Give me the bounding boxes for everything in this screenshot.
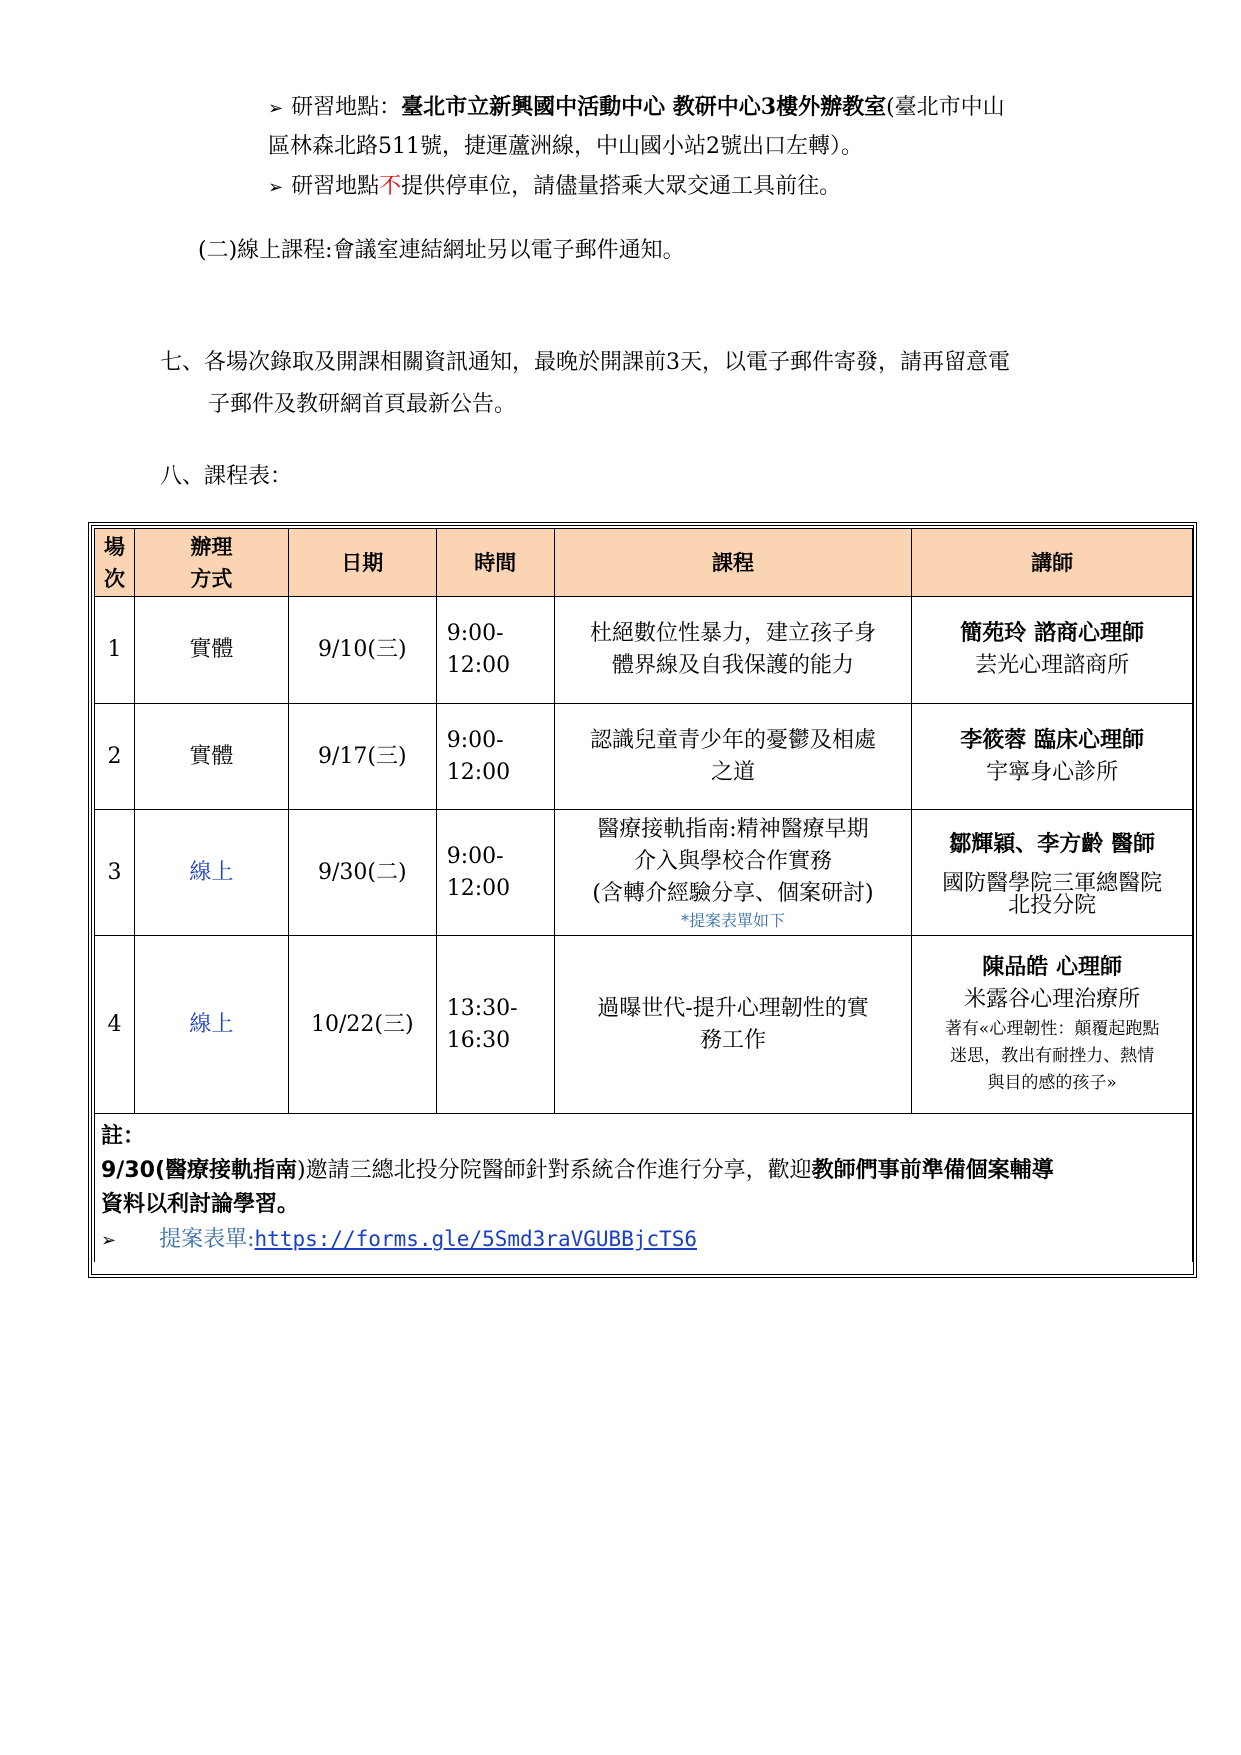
session-course: 杜絕數位性暴力，建立孩子身 體界線及自我保護的能力 bbox=[554, 597, 912, 704]
arrow-bullet-icon: ➢ bbox=[101, 1230, 117, 1251]
location-venue: 臺北市立新興國中活動中心 教研中心3樓外辦教室 bbox=[401, 94, 887, 120]
location-label: 研習地點： bbox=[291, 95, 402, 120]
note-label: 註： bbox=[101, 1124, 146, 1149]
location-line-2: 區林森北路511號，捷運蘆洲線，中山國小站2號出口左轉）。 bbox=[268, 134, 863, 159]
session-number: 2 bbox=[95, 704, 135, 810]
session-time: 9:00- 12:00 bbox=[436, 810, 554, 936]
proposal-form-link[interactable]: https://forms.gle/5Smd3raVGUBBjcTS6 bbox=[254, 1227, 698, 1251]
arrow-bullet-icon: ➢ bbox=[268, 177, 284, 198]
session-lecturer: 李筱蓉 臨床心理師 宇寧身心診所 bbox=[912, 704, 1193, 810]
session-course: 認識兒童青少年的憂鬱及相處 之道 bbox=[554, 704, 912, 810]
header-mode: 辦理 方式 bbox=[134, 529, 288, 597]
session-mode: 實體 bbox=[134, 704, 288, 810]
session-number: 3 bbox=[95, 810, 135, 936]
parking-suffix: 提供停車位，請儘量搭乘大眾交通工具前往。 bbox=[401, 174, 842, 199]
header-lecturer: 講師 bbox=[912, 529, 1193, 597]
table-note bbox=[95, 1114, 1193, 1263]
course-schedule-table bbox=[88, 522, 1197, 1278]
table-row bbox=[95, 704, 1193, 810]
session-lecturer: 陳品皓 心理師 米露谷心理治療所 著有«心理韌性：顛覆起跑點 迷思，教出有耐挫力、熱情 與目的感的孩子» bbox=[912, 936, 1193, 1114]
session-course: 醫療接軌指南:精神醫療早期 介入與學校合作實務 (含轉介經驗分享、個案研討) *提案表單如下 bbox=[554, 810, 912, 936]
section8-title: 八、課程表： bbox=[160, 464, 293, 489]
section7-line-1: 七、各場次錄取及開課相關資訊通知，最晚於開課前3天，以電子郵件寄發，請再留意電 bbox=[160, 350, 1010, 375]
session-mode: 線上 bbox=[134, 810, 288, 936]
proposal-form-label: 提案表單: bbox=[159, 1227, 255, 1252]
section7-line-2: 子郵件及教研網首頁最新公告。 bbox=[208, 392, 517, 417]
online-course-notice: (二)線上課程:會議室連結網址另以電子郵件通知。 bbox=[198, 238, 685, 263]
session-time: 9:00- 12:00 bbox=[436, 597, 554, 704]
session-course: 過曝世代-提升心理韌性的實 務工作 bbox=[554, 936, 912, 1114]
session-date: 9/17(三) bbox=[288, 704, 436, 810]
parking-emphasis: 不 bbox=[379, 174, 402, 199]
session-time: 13:30- 16:30 bbox=[436, 936, 554, 1114]
table-row bbox=[95, 936, 1193, 1114]
parking-notice bbox=[268, 172, 841, 203]
table-row bbox=[95, 597, 1193, 704]
session-lecturer: 簡苑玲 諮商心理師 芸光心理諮商所 bbox=[912, 597, 1193, 704]
location-line-1 bbox=[268, 92, 1005, 124]
note-line-1: 9/30(醫療接軌指南)邀請三總北投分院醫師針對系統合作進行分享，歡迎教師們事前準備個案輔導 bbox=[101, 1158, 1054, 1183]
proposal-form-note: *提案表單如下 bbox=[680, 910, 785, 930]
lecturer-book: 著有«心理韌性：顛覆起跑點 bbox=[944, 1019, 1160, 1039]
session-date: 10/22(三) bbox=[288, 936, 436, 1114]
session-date: 9/10(三) bbox=[288, 597, 436, 704]
session-date: 9/30(二) bbox=[288, 810, 436, 936]
header-session: 場 次 bbox=[95, 529, 135, 597]
header-date: 日期 bbox=[288, 529, 436, 597]
session-mode: 線上 bbox=[134, 936, 288, 1114]
session-lecturer: 鄒輝穎、李方齡 醫師 國防醫學院三軍總醫院 北投分院 bbox=[912, 810, 1193, 936]
table-header-row bbox=[95, 529, 1193, 597]
session-time: 9:00- 12:00 bbox=[436, 704, 554, 810]
parking-prefix: 研習地點 bbox=[291, 174, 380, 199]
session-number: 4 bbox=[95, 936, 135, 1114]
arrow-bullet-icon: ➢ bbox=[268, 98, 284, 119]
proposal-form-line bbox=[101, 1222, 1186, 1258]
session-number: 1 bbox=[95, 597, 135, 704]
header-course: 課程 bbox=[554, 529, 912, 597]
location-address-start: (臺北市中山 bbox=[886, 95, 1005, 120]
header-time: 時間 bbox=[436, 529, 554, 597]
table-row bbox=[95, 810, 1193, 936]
session-mode: 實體 bbox=[134, 597, 288, 704]
note-line-2: 資料以利討論學習。 bbox=[101, 1192, 300, 1217]
table-note-row bbox=[95, 1114, 1193, 1263]
